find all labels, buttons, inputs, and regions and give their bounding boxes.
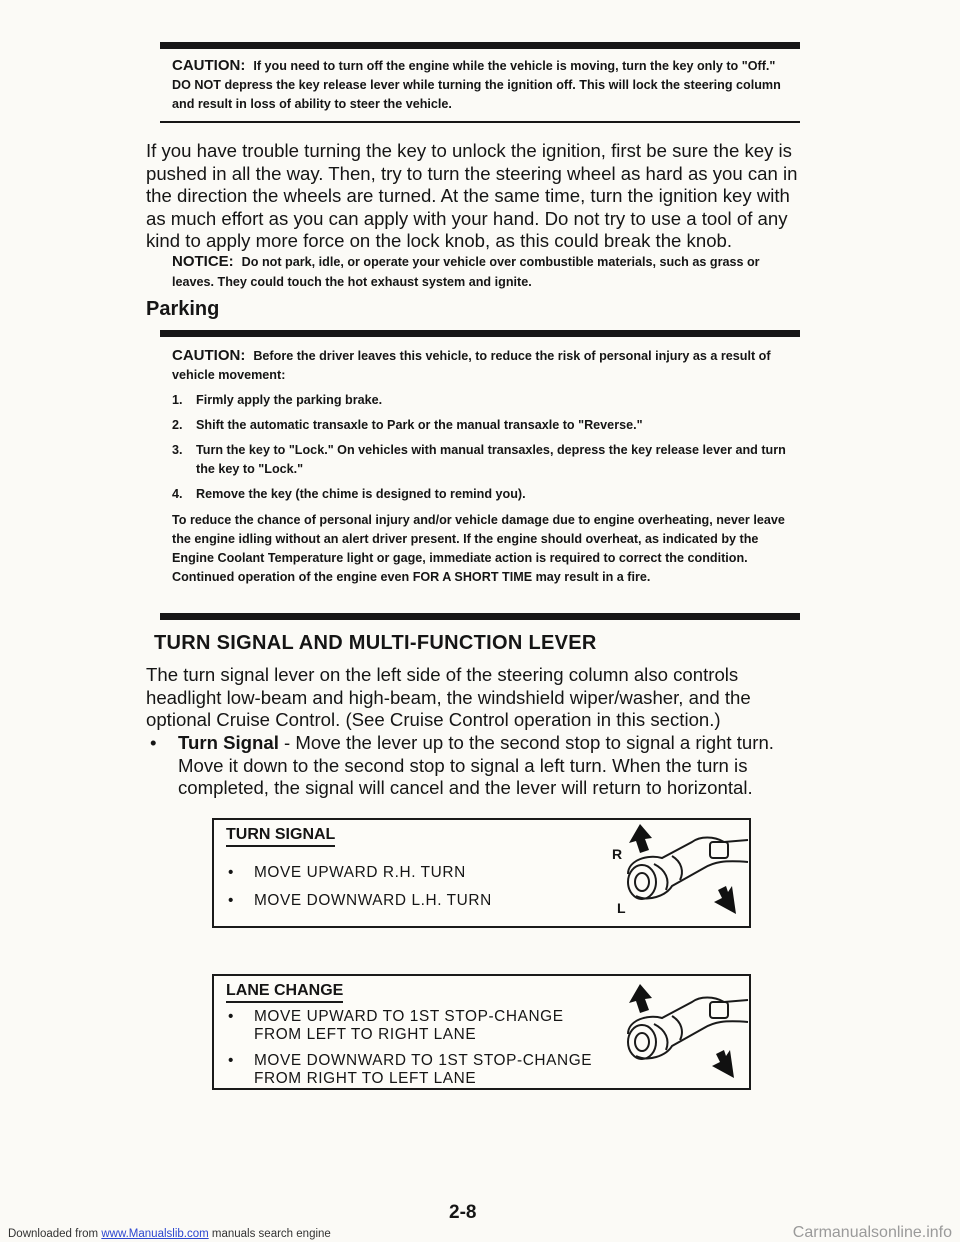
notice-text: Do not park, idle, or operate your vehicle over combustible materials, such as grass or leaves. They could touch the hot exhaust system and ignite. [172,255,760,289]
caution2-intro: Before the driver leaves this vehicle, to reduce the risk of personal injury as a result of vehicle movement: [172,349,771,382]
watermark: Carmanualsonline.info [792,1224,952,1241]
section-intro [146,664,808,732]
bullet-term: Turn Signal [178,732,279,753]
caution-label: CAUTION: [172,57,246,74]
overheating-warning: To reduce the chance of personal injury and/or vehicle damage due to engine overheating, never leave the engine idling without an alert driver present. If the engine should overheat, as indicated by the Engine Coolant Temperature light or gage, immediate action is required to correct the condition. Continued operation of the engine even FOR A SHORT TIME may result in a fire. [172,513,785,584]
step-text: Turn the key to "Lock." On vehicles with manual transaxles, depress the key release lever and turn the key to "Lock." [196,443,786,476]
parking-step [172,485,788,504]
turn-signal-item-text: MOVE UPWARD R.H. TURN [254,864,466,881]
footer-prefix: Downloaded from [8,1228,102,1240]
download-footer [8,1228,331,1240]
page-number: 2-8 [449,1202,477,1223]
parking-step [172,416,788,435]
step-number: 3. [172,443,183,457]
parking-step [172,391,788,410]
manualslib-link[interactable]: www.Manualslib.com [101,1228,209,1240]
caution2-label: CAUTION: [172,347,246,364]
turn-signal-item: • MOVE DOWNWARD L.H. TURN [228,892,492,909]
lane-change-item: • MOVE DOWNWARD TO 1ST STOP-CHANGE FROM RIGHT TO LEFT LANE [228,1052,593,1087]
notice-label: NOTICE: [172,253,234,270]
parking-steps [172,391,788,504]
turn-lever-icon [614,822,754,922]
caution2-top-rule [160,330,800,337]
turn-signal-bullet [150,732,812,800]
bullet-dot: • [150,732,157,753]
parking-step [172,441,788,479]
parking-heading: Parking [146,298,220,320]
lane-change-box-title: LANE CHANGE [226,982,343,1003]
turn-signal-diagram-box [212,818,751,928]
lane-change-item: • MOVE UPWARD TO 1ST STOP-CHANGE FROM LEFT TO RIGHT LANE [228,1008,564,1043]
caution-engine-off [172,56,788,114]
caution-top-rule [160,42,800,49]
caution-parking [172,346,788,587]
step-number: 1. [172,393,183,407]
notice-block [172,252,792,292]
step-number: 2. [172,418,183,432]
step-number: 4. [172,487,183,501]
lane-change-item-line1: MOVE UPWARD TO 1ST STOP-CHANGE [254,1008,564,1025]
lane-change-item-line2: FROM LEFT TO RIGHT LANE [254,1026,477,1043]
lane-change-lever-icon [614,980,754,1084]
caution-bottom-rule [160,121,800,123]
ignition-paragraph [146,140,808,253]
step-text: Shift the automatic transaxle to Park or the manual transaxle to "Reverse." [196,418,643,432]
lane-change-diagram-box [212,974,751,1090]
footer-suffix: manuals search engine [208,1228,331,1240]
right-turn-label: R [612,846,623,862]
section-intro-text: The turn signal lever on the left side of the steering column also controls headlight low-beam and high-beam, the windshield wiper/washer, and the optional Cruise Control. (See Cruise Control operation in this section.) [146,664,751,730]
turn-signal-item: • MOVE UPWARD R.H. TURN [228,864,466,881]
turn-signal-item-text: MOVE DOWNWARD L.H. TURN [254,892,492,909]
turn-signal-box-title: TURN SIGNAL [226,826,335,847]
step-text: Firmly apply the parking brake. [196,393,383,407]
bullet-text: - Move the lever up to the second stop to signal a right turn. Move it down to the second stop to signal a left turn. When the turn is completed, the signal will cancel and the lever will return to horizontal. [178,732,774,798]
caution2-bottom-rule [160,613,800,620]
step-text: Remove the key (the chime is designed to remind you). [196,487,526,501]
lane-change-item-line1: MOVE DOWNWARD TO 1ST STOP-CHANGE [254,1052,593,1069]
caution-text: If you need to turn off the engine while the vehicle is moving, turn the key only to "Off." DO NOT depress the key release lever while turning the ignition off. This will lock the steering column and result in loss of ability to steer the vehicle. [172,59,781,111]
section-title: TURN SIGNAL AND MULTI-FUNCTION LEVER [154,632,597,654]
left-turn-label: L [617,900,626,916]
ignition-text: If you have trouble turning the key to unlock the ignition, first be sure the key is pushed in all the way. Then, try to turn the steering wheel as hard as you can in the direction the wheels are turned. At the same time, turn the ignition key with as much effort as you can apply with your hand. Do not try to use a tool of any kind to apply more force on the lock knob, as this could break the knob. [146,140,798,251]
lane-change-item-line2: FROM RIGHT TO LEFT LANE [254,1070,477,1087]
